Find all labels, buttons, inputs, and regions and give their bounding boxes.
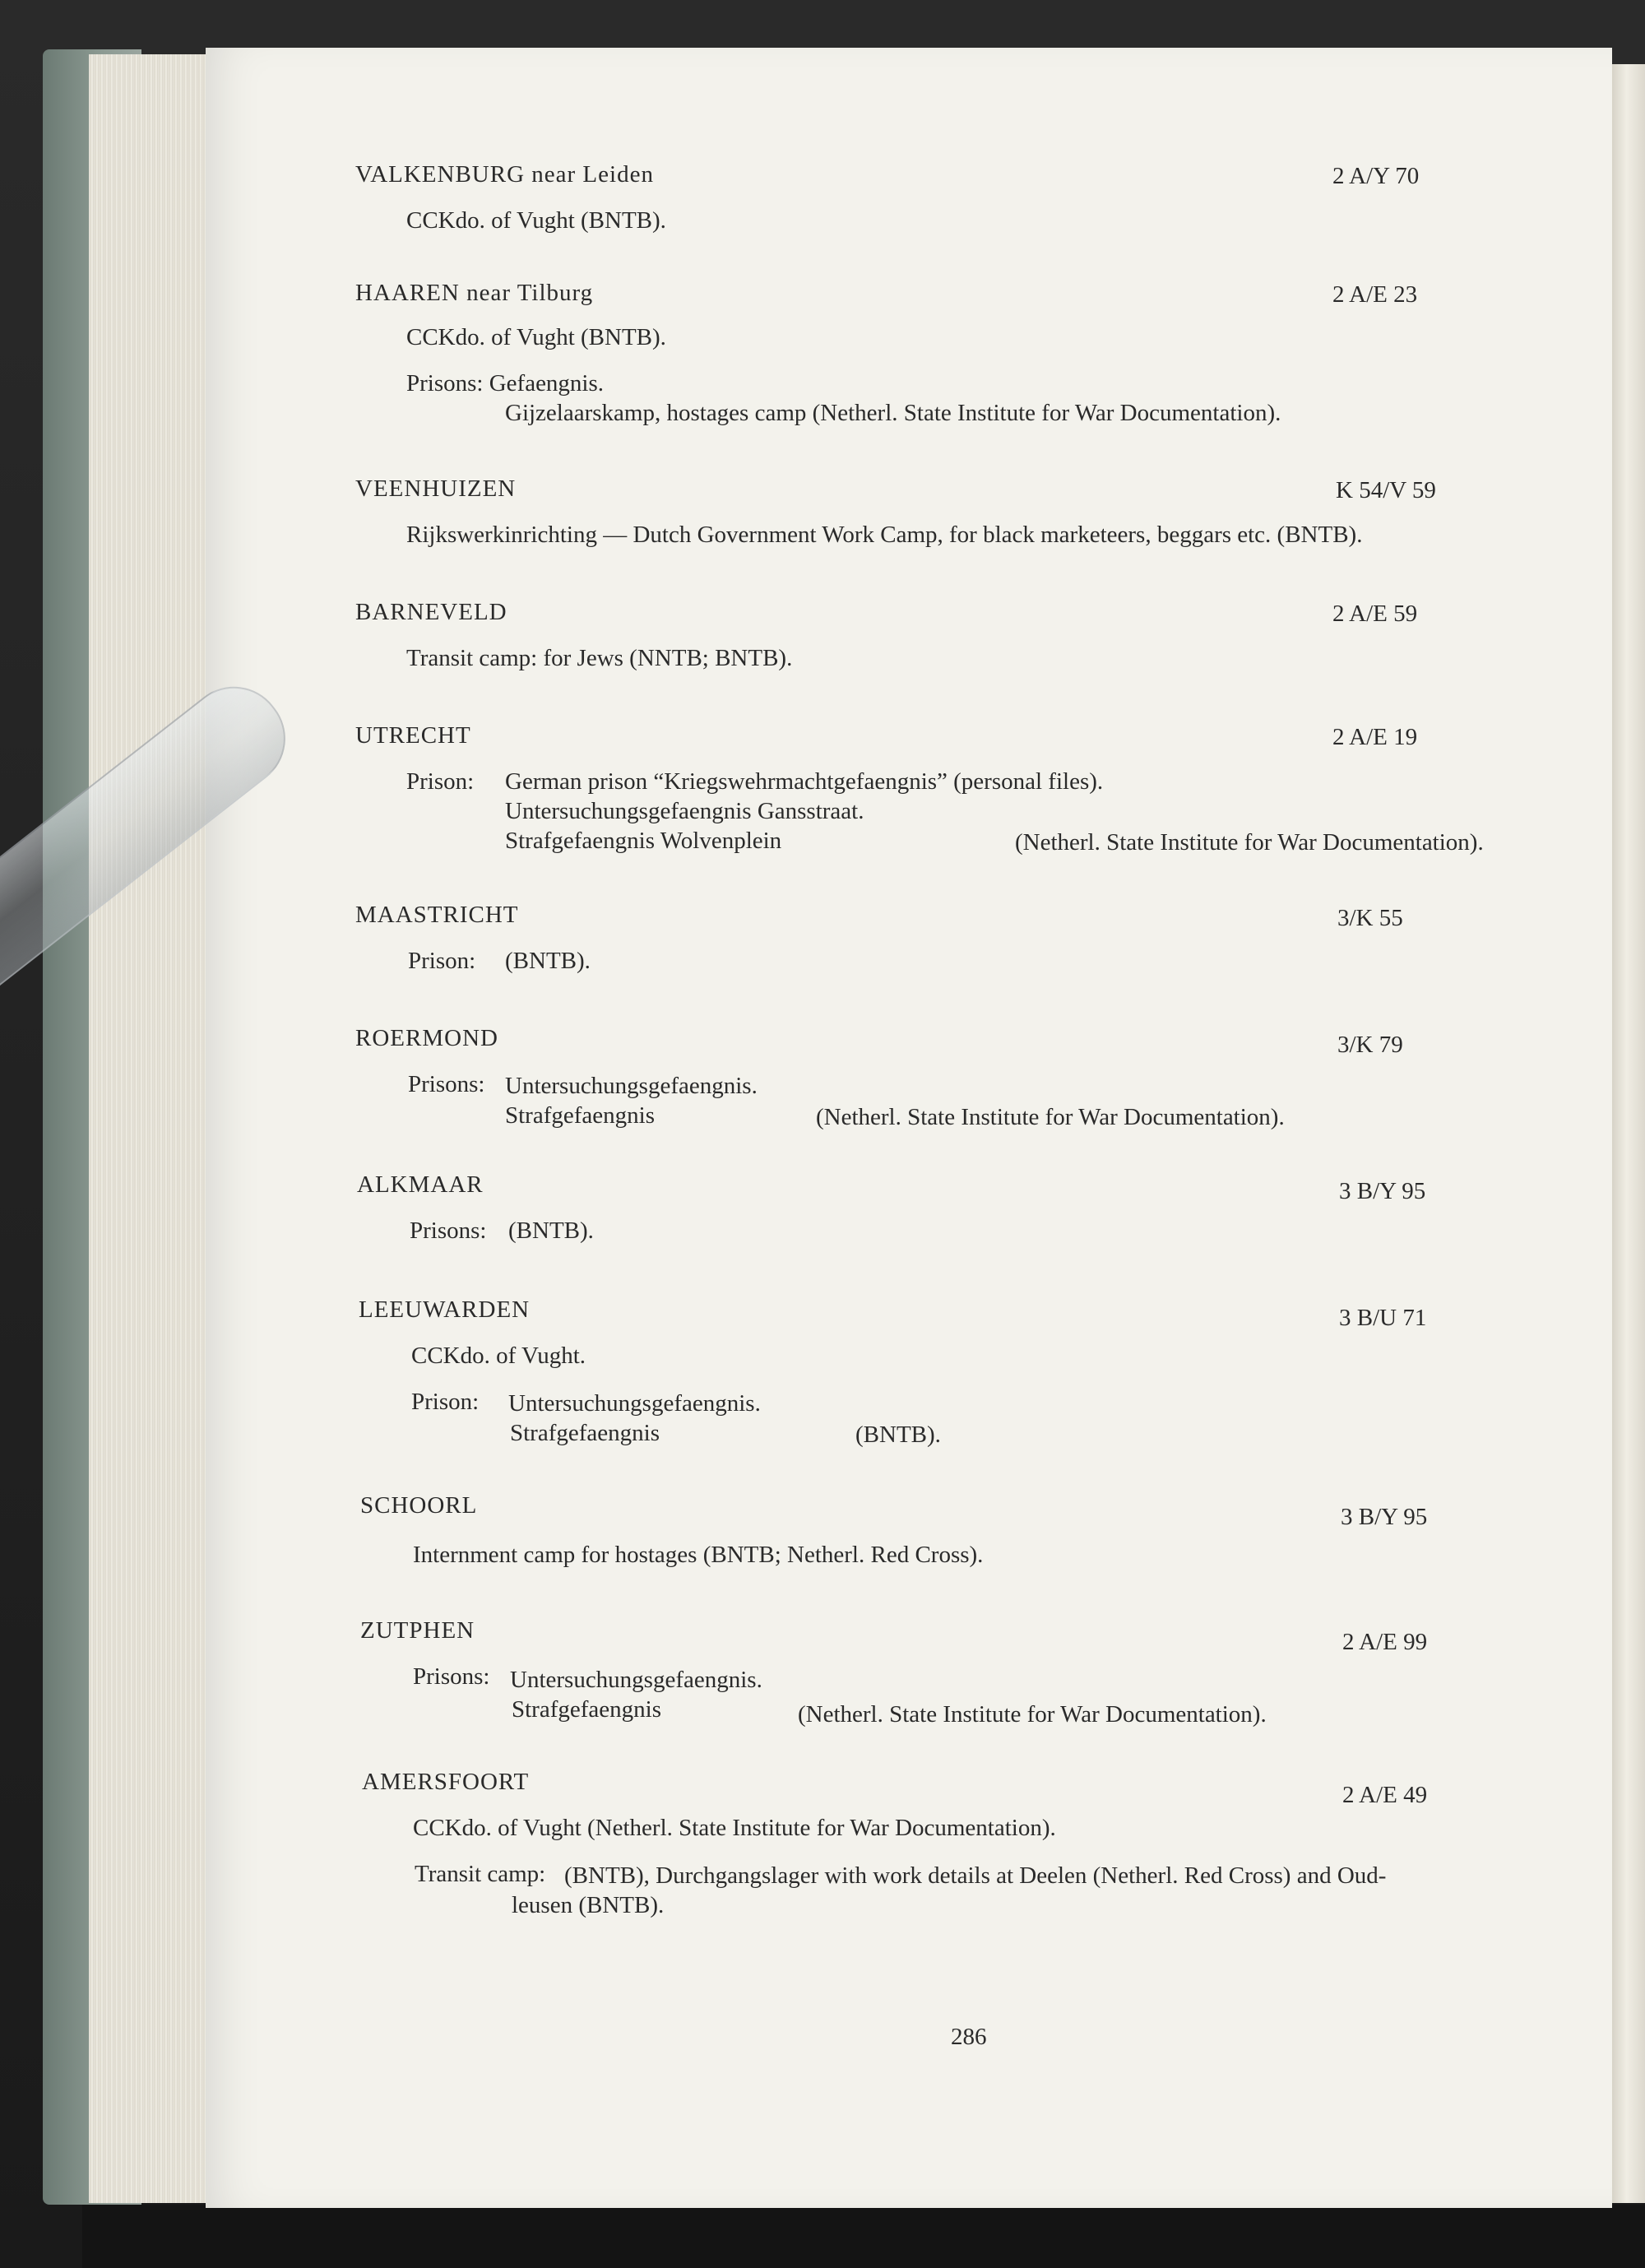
entry-code: 2 A/E 19 <box>1332 724 1418 750</box>
entry-line: Strafgefaengnis <box>505 1102 655 1129</box>
entry-heading: ALKMAAR <box>357 1171 484 1198</box>
page-edges <box>89 54 212 2203</box>
book-page <box>206 48 1612 2208</box>
entry-heading: HAAREN near Tilburg <box>355 280 594 306</box>
entry-label: Prison: <box>408 948 476 974</box>
entry-code: 2 A/E 59 <box>1332 601 1418 627</box>
entry-source: (BNTB). <box>855 1422 941 1448</box>
entry-line: Strafgefaengnis <box>510 1420 660 1446</box>
entry-line: Transit camp: for Jews (NNTB; BNTB). <box>406 645 793 671</box>
entry-line: Untersuchungsgefaengnis. <box>505 1073 758 1099</box>
entry-code: 2 A/E 99 <box>1342 1629 1428 1655</box>
entry-heading: SCHOORL <box>360 1492 478 1519</box>
entry-label: Prison: <box>411 1389 480 1415</box>
entry-line: Untersuchungsgefaengnis. <box>510 1667 762 1693</box>
entry-label: Prisons: <box>410 1217 487 1244</box>
page-number: 286 <box>951 2024 987 2050</box>
entry-heading: AMERSFOORT <box>362 1769 530 1795</box>
entry-code: 3 B/Y 95 <box>1341 1504 1428 1530</box>
entry-line: Strafgefaengnis <box>512 1696 661 1723</box>
bottom-shadow <box>82 2205 1645 2268</box>
entry-code: K 54/V 59 <box>1336 477 1436 503</box>
entry-code: 2 A/Y 70 <box>1332 163 1420 189</box>
entry-line: Gijzelaarskamp, hostages camp (Netherl. State Institute for War Documentation). <box>505 400 1281 426</box>
entry-heading: UTRECHT <box>355 722 471 749</box>
entry-heading: ZUTPHEN <box>360 1617 475 1644</box>
entry-code: 2 A/E 49 <box>1342 1782 1428 1808</box>
entry-label: Transit camp: <box>415 1861 546 1887</box>
entry-line: Strafgefaengnis Wolvenplein <box>505 828 782 854</box>
entry-heading: BARNEVELD <box>355 599 507 625</box>
entry-line: (BNTB), Durchgangslager with work details at Deelen (Netherl. Red Cross) and Oud- <box>564 1862 1387 1889</box>
entry-line: German prison “Kriegswehrmachtgefaengnis” (personal files). <box>505 768 1104 795</box>
entry-code: 3 B/U 71 <box>1339 1305 1427 1331</box>
entry-source: (Netherl. State Institute for War Documentation). <box>1015 829 1484 856</box>
entry-heading: LEEUWARDEN <box>359 1296 531 1323</box>
entry-code: 3/K 79 <box>1337 1032 1403 1058</box>
entry-heading: VALKENBURG near Leiden <box>355 161 654 188</box>
entry-source: (Netherl. State Institute for War Documentation). <box>816 1104 1285 1130</box>
entry-code: 2 A/E 23 <box>1332 281 1418 308</box>
entry-code: 3 B/Y 95 <box>1339 1178 1426 1204</box>
entry-line: (BNTB). <box>508 1217 594 1244</box>
right-page-edge <box>1608 64 1645 2203</box>
entry-line: Untersuchungsgefaengnis. <box>508 1390 761 1417</box>
entry-heading: ROERMOND <box>355 1025 498 1051</box>
entry-code: 3/K 55 <box>1337 905 1403 931</box>
entry-line: Prisons: Gefaengnis. <box>406 370 605 397</box>
entry-line: CCKdo. of Vught (Netherl. State Institute for War Documentation). <box>413 1815 1056 1841</box>
entry-label: Prisons: <box>413 1663 490 1690</box>
entry-line: CCKdo. of Vught (BNTB). <box>406 207 666 234</box>
entry-line: CCKdo. of Vught (BNTB). <box>406 324 666 350</box>
entry-heading: VEENHUIZEN <box>355 475 517 502</box>
entry-line: Internment camp for hostages (BNTB; Netherl. Red Cross). <box>413 1542 984 1568</box>
entry-line: CCKdo. of Vught. <box>411 1343 586 1369</box>
entry-line: Rijkswerkinrichting — Dutch Government Work Camp, for black marketeers, beggars etc. (BNTB). <box>406 522 1363 548</box>
entry-label: Prison: <box>406 768 475 795</box>
entry-source: (Netherl. State Institute for War Documentation). <box>798 1701 1267 1728</box>
entry-line: leusen (BNTB). <box>512 1892 665 1918</box>
entry-line: (BNTB). <box>505 948 591 974</box>
entry-label: Prisons: <box>408 1071 485 1097</box>
entry-heading: MAASTRICHT <box>355 902 519 928</box>
entry-line: Untersuchungsgefaengnis Gansstraat. <box>505 798 864 824</box>
